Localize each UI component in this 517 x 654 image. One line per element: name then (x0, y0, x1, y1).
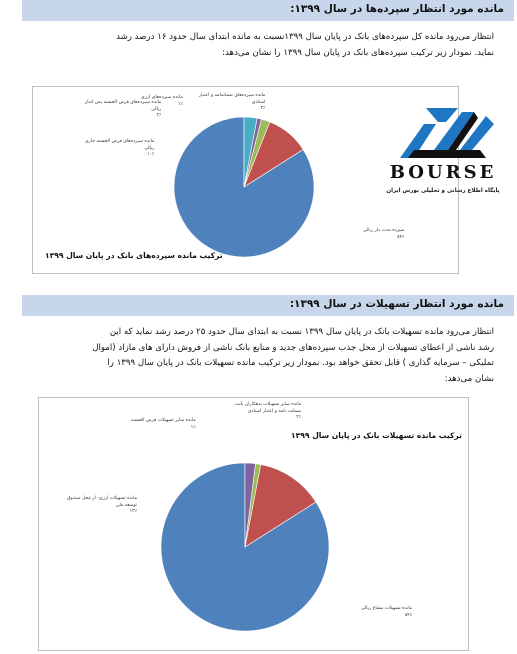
section-title: مانده مورد انتظار سپرده‌ها در سال ۱۳۹۹: (290, 3, 504, 15)
label-term-deposits: سپرده مدت دار ریالی ۸۴٪ (363, 228, 405, 240)
chart-title: ترکیب مانده سپرده‌های بانک در پایان سال ۱۳۹۹ (45, 251, 223, 260)
paragraph-line: نشان می‌دهد: (444, 373, 494, 384)
paragraph-line: نماید. نمودار زیر ترکیب سپرده‌های بانک در پایان سال ۱۳۹۹ را نشان می‌دهد: (222, 47, 494, 58)
label-musharakah-loans: مانده تسهیلات مشاع ریالی ۸۴٪ (361, 606, 413, 618)
paragraph-line: تملیکی – سرمایه گذاری ) قابل تحقق خواهد بود. نمودار زیر ترکیب مانده تسهیلات بانک در پایان سال ۱۳۹۹ را (107, 358, 494, 368)
logo-tagline: پایگاه اطلاع رسانی و تحلیلی بورس ایران (386, 188, 500, 194)
label-fx-loans: مانده تسهیلات ارزی- از محل صندوق توسعه ملی ۱۳٪ (67, 496, 138, 514)
deposits-paragraph (24, 30, 494, 61)
loans-paragraph (24, 325, 494, 387)
chart-title: ترکیب مانده تسهیلات بانک در پایان سال ۱۳۹۹ (291, 431, 462, 440)
paragraph-line: انتظار می‌رود مانده کل سپرده‌های بانک در پایان سال ۱۳۹۹نسبت به مانده ابتدای سال حدود ۱۶ درصد رشد (116, 32, 494, 42)
label-foreign-deposits: مانده سپرده‌های ارزی ۱٪ (141, 95, 183, 107)
section-title: مانده مورد انتظار تسهیلات در سال ۱۳۹۹: (289, 298, 504, 310)
loans-chart (38, 397, 469, 651)
label-savings-deposits: مانده سپرده‌های قرض الحسنه پس انداز ریالی ۲٪ (85, 100, 162, 118)
label-qarz-loans: مانده سایر تسهیلات قرض الحسنه ۱٪ (131, 418, 196, 430)
logo-mark-icon (378, 102, 508, 164)
label-current-deposits: مانده سپرده‌های قرض الحسنه جاری ریالی ۱۰٪ (85, 139, 155, 157)
label-guarantee-deposits: مانده سپرده‌های ضمانتنامه و اعتبار اسنادی ۳٪ (199, 93, 266, 111)
label-guarantee-loans: مانده سایر تسهیلات بدهکاران بابت ضمانت نامه و اعتبار اسنادی ۲٪ (235, 402, 302, 420)
paragraph-line: رشد ناشی از اعطای تسهیلات از محل جذب سپرده‌های جدید و منابع بانک ناشی از فروش دارای های مازاد (اموال (92, 342, 494, 353)
paragraph-line: انتظار می‌رود مانده تسهیلات بانک در پایان سال ۱۳۹۹ نسبت به ابتدای سال حدود ۲۵ درصد رشد نماید که این (109, 327, 494, 337)
section-header-deposits (22, 0, 514, 21)
bourse-logo (378, 102, 508, 214)
section-header-loans (22, 295, 514, 316)
logo-wordmark: BOURSE (389, 162, 497, 183)
